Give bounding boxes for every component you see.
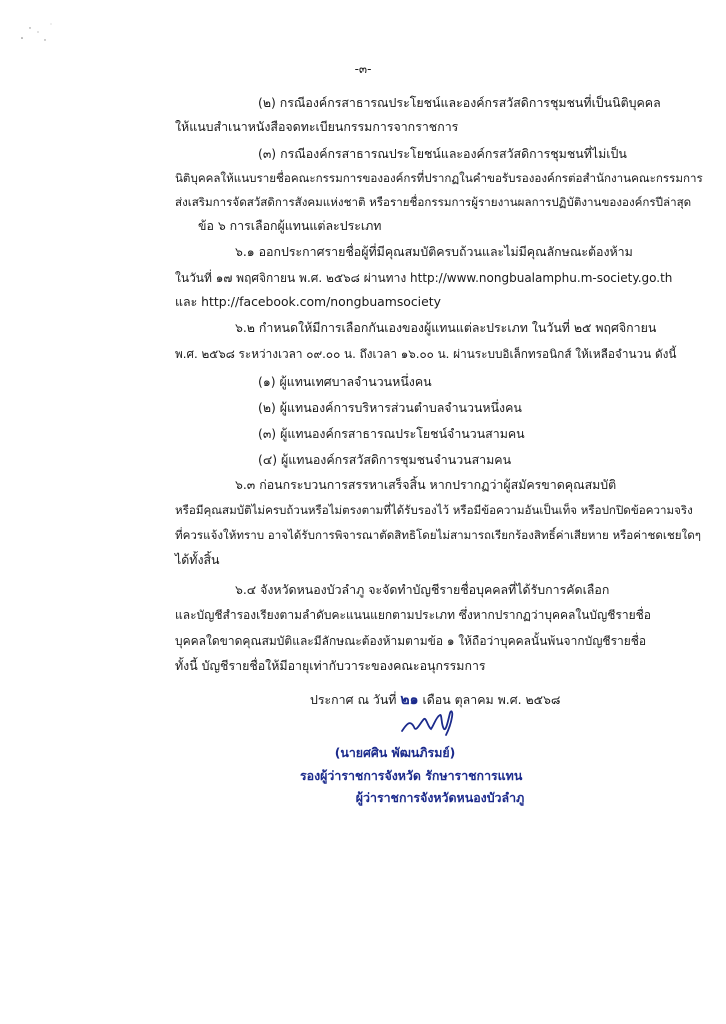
handwritten-signature bbox=[398, 705, 462, 741]
announce-day: ๒๑ bbox=[400, 692, 419, 708]
list-item: (๔) ผู้แทนองค์กรสวัสดิการชุมชนจำนวนสามคน bbox=[258, 452, 512, 467]
signer-name: (นายศศิน พัฒนภิรมย์) bbox=[334, 745, 456, 760]
text-line: บุคคลใดขาดคุณสมบัติและมีลักษณะต้องห้ามตามข้อ ๑ ให้ถือว่าบุคคลนั้นพ้นจากบัญชีรายชื่อ bbox=[175, 634, 647, 648]
signer-title: ผู้ว่าราชการจังหวัดหนองบัวลำภู bbox=[355, 790, 525, 805]
text-line: และบัญชีสำรองเรียงตามลำดับคะแนนแยกตามประเภท ซึ่งหากปรากฏว่าบุคคลในบัญชีรายชื่อ bbox=[175, 608, 651, 622]
section-heading: ข้อ ๖ การเลือกผู้แทนแต่ละประเภท bbox=[198, 218, 382, 233]
list-item: (๓) ผู้แทนองค์กรสาธารณประโยชน์จำนวนสามคน bbox=[258, 426, 525, 441]
text-line: พ.ศ. ๒๕๖๘ ระหว่างเวลา ๐๙.๐๐ น. ถึงเวลา ๑๖.๐๐ น. ผ่านระบบอิเล็กทรอนิกส์ ให้เหลือจำนวน ดังนี้ bbox=[175, 347, 677, 361]
list-item: (๒) ผู้แทนองค์การบริหารส่วนตำบลจำนวนหนึ่งคน bbox=[258, 400, 522, 415]
signer-title: รองผู้ว่าราชการจังหวัด รักษาราชการแทน bbox=[300, 768, 523, 783]
text-line: ๖.๒ กำหนดให้มีการเลือกกันเองของผู้แทนแต่ละประเภท ในวันที่ ๒๕ พฤศจิกายน bbox=[235, 320, 657, 335]
text-line: ๖.๔ จังหวัดหนองบัวลำภู จะจัดทำบัญชีรายชื่อบุคคลที่ได้รับการคัดเลือก bbox=[235, 582, 610, 597]
list-item: (๑) ผู้แทนเทศบาลจำนวนหนึ่งคน bbox=[258, 374, 432, 389]
announce-suffix: เดือน ตุลาคม พ.ศ. ๒๕๖๘ bbox=[422, 692, 561, 707]
text-line: ส่งเสริมการจัดสวัสดิการสังคมแห่งชาติ หรือรายชื่อกรรมการผู้รายงานผลการปฏิบัติงานขององค์กรปีล่าสุด bbox=[175, 195, 692, 209]
text-line: ทั้งนี้ บัญชีรายชื่อให้มีอายุเท่ากับวาระของคณะอนุกรรมการ bbox=[175, 658, 486, 673]
page-number: -๓- bbox=[354, 62, 372, 76]
text-line: ให้แนบสำเนาหนังสือจดทะเบียนกรรมการจากราชการ bbox=[175, 119, 459, 134]
text-line: (๓) กรณีองค์กรสาธารณประโยชน์และองค์กรสวัสดิการชุมชนที่ไม่เป็น bbox=[258, 146, 627, 161]
text-line: หรือมีคุณสมบัติไม่ครบถ้วนหรือไม่ตรงตามที่ได้รับรองไว้ หรือมีข้อความอันเป็นเท็จ หรือปกปิดข้อความจริง bbox=[175, 503, 693, 517]
text-line: ๖.๓ ก่อนกระบวนการสรรหาเสร็จสิ้น หากปรากฏว่าผู้สมัครขาดคุณสมบัติ bbox=[235, 477, 617, 492]
text-line: (๒) กรณีองค์กรสาธารณประโยชน์และองค์กรสวัสดิการชุมชนที่เป็นนิติบุคคล bbox=[258, 95, 661, 110]
text-line: ที่ควรแจ้งให้ทราบ อาจได้รับการพิจารณาตัดสิทธิโดยไม่สามารถเรียกร้องสิทธิ์ค่าเสียหาย หรือค่าชดเชยใดๆ bbox=[175, 528, 701, 542]
text-line: และ http://facebook.com/nongbuamsociety bbox=[175, 294, 441, 309]
text-line: ได้ทั้งสิ้น bbox=[175, 552, 220, 567]
announce-prefix: ประกาศ ณ วันที่ bbox=[310, 692, 397, 707]
text-line: นิติบุคคลให้แนบรายชื่อคณะกรรมการขององค์กรที่ปรากฏในคำขอรับรององค์กรต่อสำนักงานคณะกรรมการ bbox=[175, 171, 703, 185]
scan-specks bbox=[18, 18, 58, 48]
text-line: ๖.๑ ออกประกาศรายชื่อผู้ที่มีคุณสมบัติครบถ้วนและไม่มีคุณลักษณะต้องห้าม bbox=[235, 244, 633, 259]
text-line: ในวันที่ ๑๗ พฤศจิกายน พ.ศ. ๒๕๖๘ ผ่านทาง http://www.nongbualamphu.m-society.go.th bbox=[175, 271, 673, 285]
